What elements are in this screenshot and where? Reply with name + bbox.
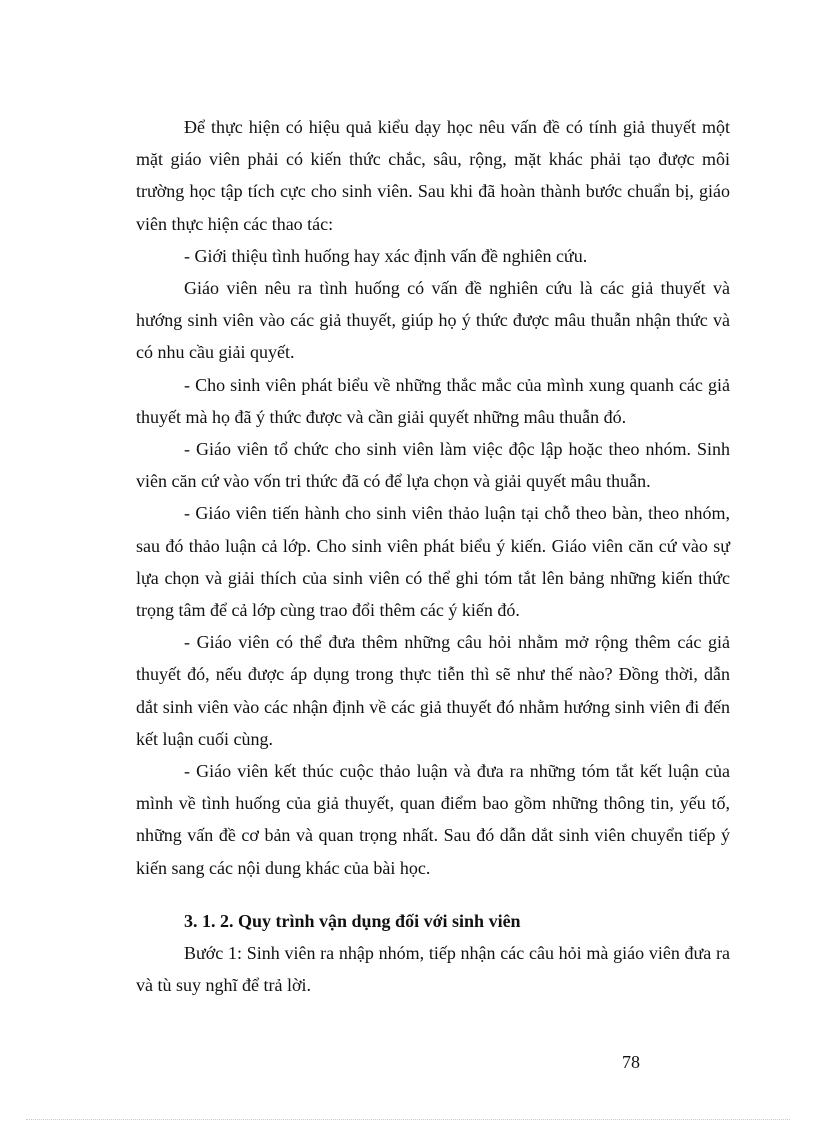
paragraph-step-extend-questions: - Giáo viên có thể đưa thêm những câu hỏi nhằm mở rộng thêm các giả thuyết đó, nếu được áp dụng trong thực tiễn thì sẽ như thế nào? Đồng thời, dẫn dắt sinh viên vào các nhận định về các giả thuyết đó nhằm hướng sinh viên đi đến kết luận cuối cùng.	[136, 632, 730, 749]
section-heading: 3. 1. 2. Quy trình vận dụng đối với sinh viên	[184, 910, 521, 931]
paragraph-step-conclude: - Giáo viên kết thúc cuộc thảo luận và đưa ra những tóm tắt kết luận của mình về tình huống của giả thuyết, quan điểm bao gồm những thông tin, yếu tố, những vấn đề cơ bản và quan trọng nhất. Sau đó dẫn dắt sinh viên chuyển tiếp ý kiến sang các nội dung khác của bài học.	[136, 761, 730, 878]
page-bottom-divider	[26, 1119, 790, 1120]
paragraph-step-organize-work: - Giáo viên tổ chức cho sinh viên làm việc độc lập hoặc theo nhóm. Sinh viên căn cứ vào vốn tri thức đã có để lựa chọn và giải quyết mâu thuẫn.	[136, 439, 730, 492]
paragraph-step-students-ask: - Cho sinh viên phát biểu về những thắc mắc của mình xung quanh các giả thuyết mà họ đã ý thức được và cần giải quyết những mâu thuẫn đó.	[136, 374, 730, 427]
paragraph-step-discussion: - Giáo viên tiến hành cho sinh viên thảo luận tại chỗ theo bàn, theo nhóm, sau đó thảo luận cả lớp. Cho sinh viên phát biểu ý kiến. Giáo viên căn cứ vào sự lựa chọn và giải thích của sinh viên có thể ghi tóm tắt lên bảng những kiến thức trọng tâm để cả lớp cùng trao đổi thêm các ý kiến đó.	[136, 503, 730, 621]
page-number: 78	[622, 1052, 640, 1072]
paragraph-intro: Để thực hiện có hiệu quả kiểu dạy học nêu vấn đề có tính giả thuyết một mặt giáo viên phải có kiến thức chắc, sâu, rộng, mặt khác phải tạo được môi trường học tập tích cực cho sinh viên. Sau khi đã hoàn thành bước chuẩn bị, giáo viên thực hiện các thao tác:	[136, 117, 730, 234]
paragraph-teacher-presents: Giáo viên nêu ra tình huống có vấn đề nghiên cứu là các giả thuyết và hướng sinh viên vào các giả thuyết, giúp họ ý thức được mâu thuẫn nhận thức và có nhu cầu giải quyết.	[136, 278, 730, 363]
paragraph-step-one: Bước 1: Sinh viên ra nhập nhóm, tiếp nhận các câu hỏi mà giáo viên đưa ra và tù suy nghĩ để trả lời.	[136, 943, 730, 996]
paragraph-step-introduce-situation: - Giới thiệu tình huống hay xác định vấn đề nghiên cứu.	[184, 245, 588, 266]
page-body	[136, 111, 730, 1001]
